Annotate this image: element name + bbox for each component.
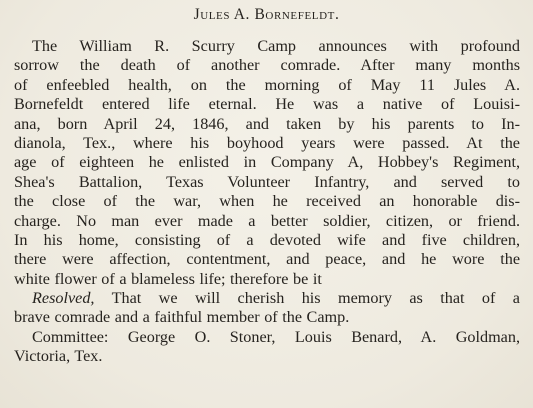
body-line: dianola, Tex., where his boyhood years were passed. At the bbox=[14, 133, 520, 152]
body-line: The William R. Scurry Camp announces with profound bbox=[32, 37, 520, 55]
page-title: Jules A. Bornefeldt. bbox=[193, 6, 340, 23]
resolved-word: Resolved, bbox=[32, 289, 95, 308]
committee-line: Committee: George O. Stoner, Louis Benard, A. Goldman, bbox=[32, 327, 520, 346]
body-line: charge. No man ever made a better soldier, citizen, or friend. bbox=[14, 211, 520, 230]
body-line: the close of the war, when he received an honorable dis- bbox=[14, 192, 520, 211]
resolution-line: brave comrade and a faithful member of the Camp. bbox=[14, 308, 350, 327]
body-line: age of eighteen he enlisted in Company A, Hobbey's Regiment, bbox=[14, 153, 520, 172]
committee-line: Victoria, Tex. bbox=[14, 347, 103, 366]
body-line: there were affection, contentment, and peace, and he wore the bbox=[14, 250, 520, 269]
body-line: ana, born April 24, 1846, and taken by his parents to In- bbox=[14, 114, 520, 133]
body-line: Bornefeldt entered life eternal. He was a native of Louisi- bbox=[14, 95, 520, 114]
body-line: of enfeebled health, on the morning of May 11 Jules A. bbox=[14, 75, 520, 94]
body-line: Shea's Battalion, Texas Volunteer Infantry, and served to bbox=[14, 172, 520, 191]
body-line: sorrow the death of another comrade. After many months bbox=[14, 56, 520, 75]
body-line: In his home, consisting of a devoted wife and five children, bbox=[14, 230, 520, 249]
obituary-body bbox=[14, 37, 520, 367]
resolution-text: That we will cherish his memory as that of a bbox=[111, 289, 520, 308]
resolution-line bbox=[14, 289, 520, 308]
body-line: white flower of a blameless life; therefore be it bbox=[14, 269, 322, 288]
